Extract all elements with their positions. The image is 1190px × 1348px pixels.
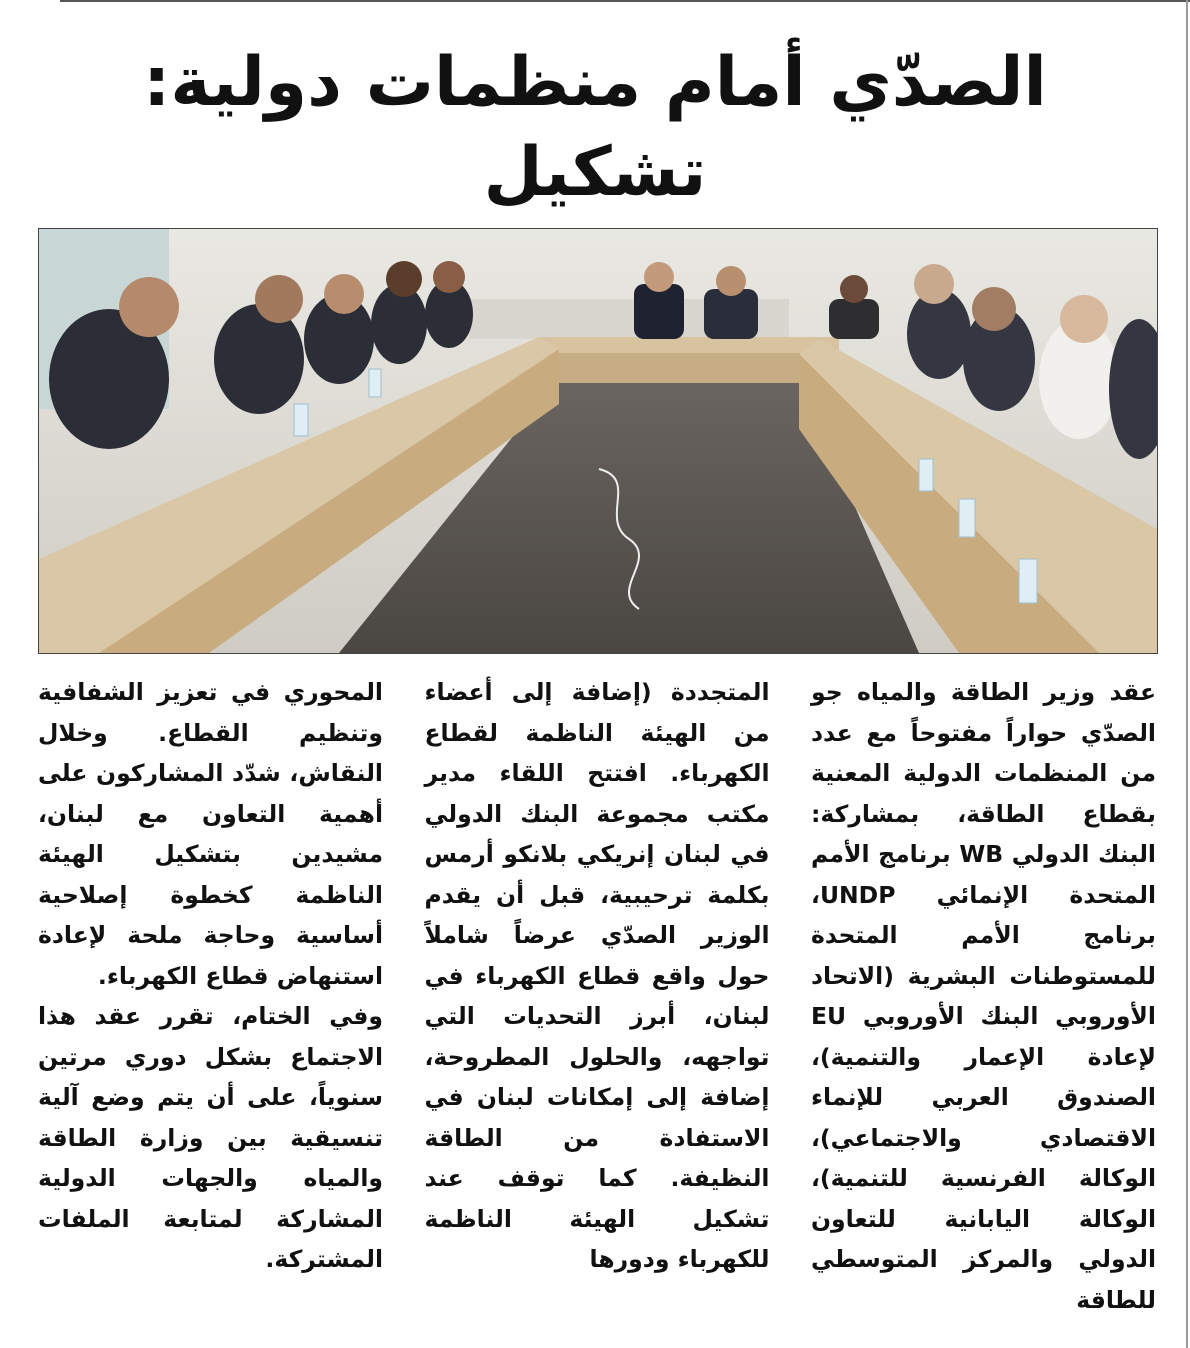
- column-3-paragraph-1: المحوري في تعزيز الشفافية وتنظيم القطاع. وخلال النقاش، شدّد المشاركون على أهمية التعاون مع لبنان، مشيدين بتشكيل الهيئة الناظمة كخطوة إصلاحية أساسية وحاجة ملحة لإعادة استنهاض قطاع الكهرباء.: [38, 678, 383, 990]
- article-body: [38, 672, 1156, 1312]
- column-1-text: عقد وزير الطاقة والمياه جو الصدّي حواراً مفتوحاً مع عدد من المنظمات الدولية المعنية بقطاع الطاقة، بمشاركة: البنك الدولي WB برنامج الأمم المتحدة الإنمائي UNDP، برنامج الأمم المتحدة للمستوطنات البشرية (الاتحاد الأوروبي البنك الأوروبي EU لإعادة الإعمار والتنمية)، الصندوق العربي للإنماء الاقتصادي والاجتماعي)، الوكالة الفرنسية للتنمية)، الوكالة اليابانية للتعاون الدولي والمركز المتوسطي للطاقة: [811, 678, 1156, 1314]
- top-rule: [60, 0, 1190, 2]
- article-column-2: [425, 672, 770, 1312]
- article-column-3: [38, 672, 383, 1312]
- column-rule: [1186, 0, 1188, 1348]
- column-3-paragraph-2: وفي الختام، تقرر عقد هذا الاجتماع بشكل دوري مرتين سنوياً، على أن يتم وضع آلية تنسيقية بين وزارة الطاقة والمياه والجهات الدولية المشاركة لمتابعة الملفات المشتركة.: [38, 1002, 383, 1273]
- meeting-photo-illustration: [39, 229, 1157, 653]
- column-2-text: المتجددة (إضافة إلى أعضاء من الهيئة الناظمة لقطاع الكهرباء. افتتح اللقاء مدير مكتب مجموعة البنك الدولي في لبنان إنريكي بلانكو أرمس بكلمة ترحيبية، قبل أن يقدم الوزير الصدّي عرضاً شاملاً حول واقع قطاع الكهرباء في لبنان، أبرز التحديات التي تواجهه، والحلول المطروحة، إضافة إلى إمكانات لبنان في الاستفادة من الطاقة النظيفة. كما توقف عند تشكيل الهيئة الناظمة للكهرباء ودورها: [424, 678, 770, 1273]
- article-column-1: [811, 672, 1156, 1312]
- meeting-photo: [38, 228, 1158, 654]
- headline-line-1: الصدّي أمام منظمات دولية: تشكيل: [143, 43, 1047, 212]
